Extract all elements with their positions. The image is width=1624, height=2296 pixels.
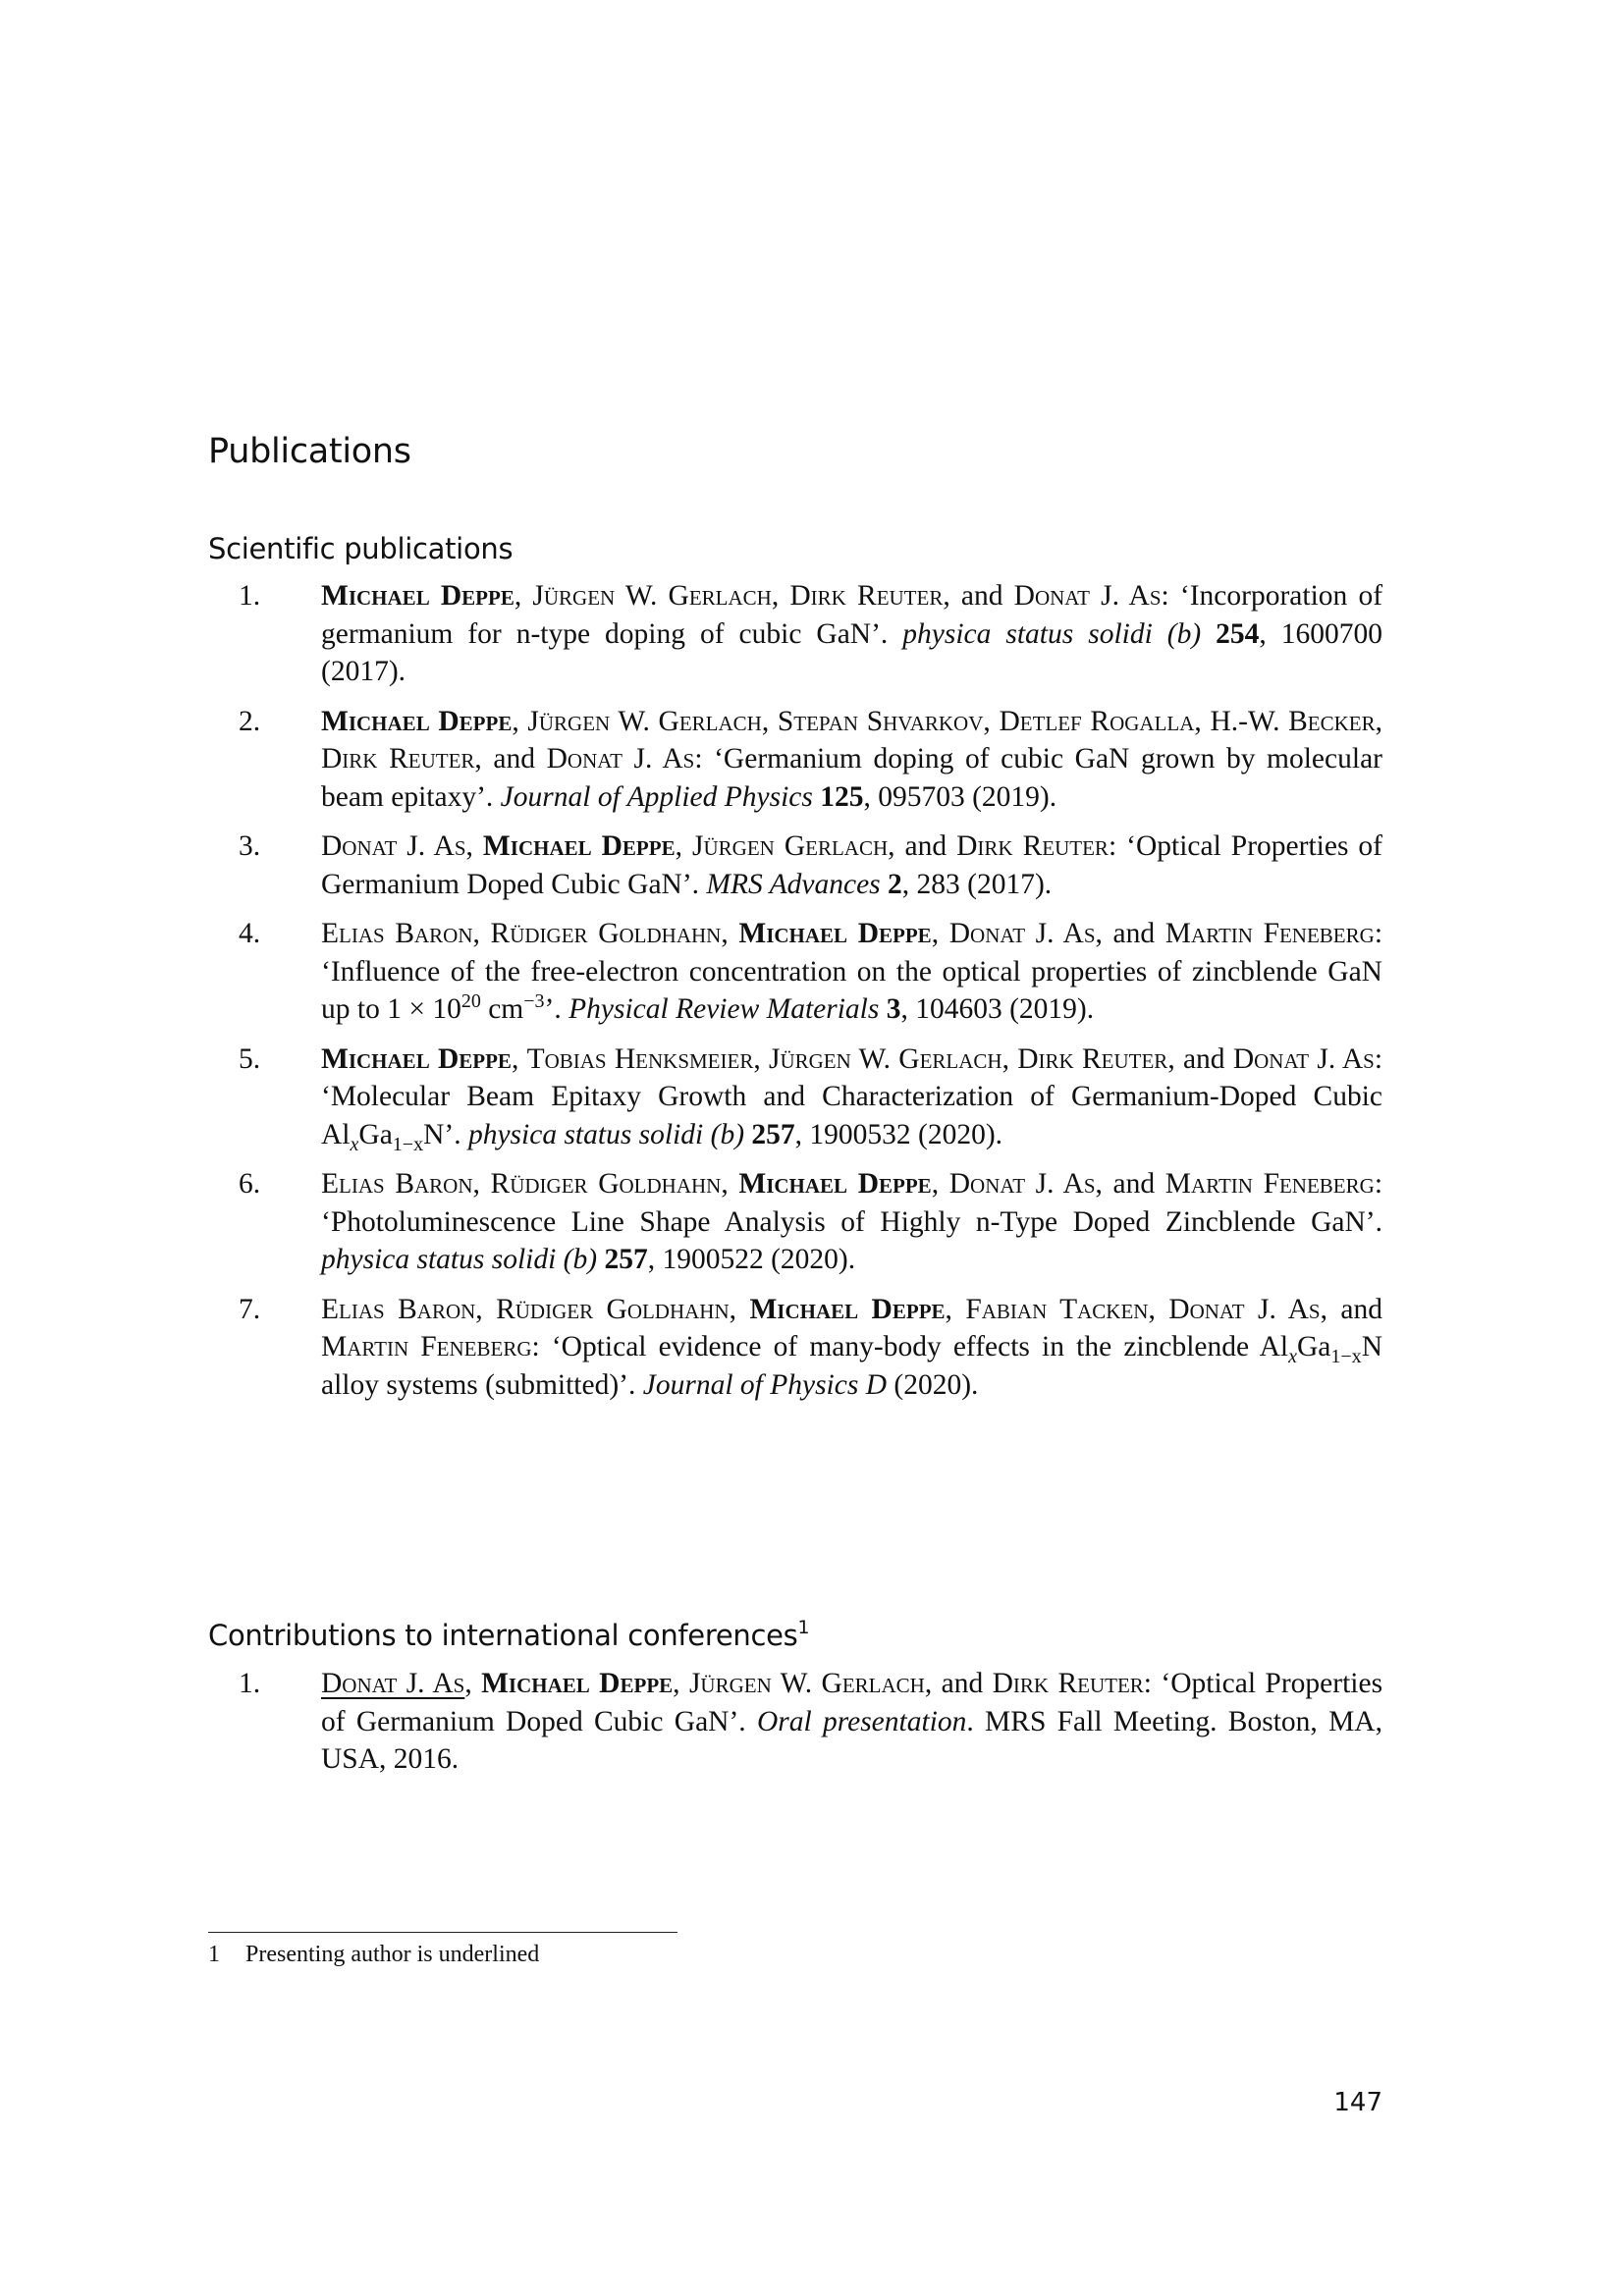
publication-title: Ga [358,1118,393,1150]
author-name: H.-W. Becker [1210,705,1376,737]
author-separator: , [475,1293,497,1325]
item-number: 2. [239,705,261,737]
item-number: 7. [239,1293,261,1325]
author-separator: , [983,705,1000,737]
author-separator: , and [943,580,1014,612]
author-name: Detlef Rogalla [999,705,1195,737]
author-name: Rüdiger Goldhahn [490,918,722,949]
chapter-title: Publications [208,432,411,471]
author-separator: , [465,830,483,862]
journal-name: Journal of Physics D [642,1368,888,1401]
publication-title: N alloy systems (submitted)’. [321,1331,1382,1401]
subscript: 1−x [1330,1345,1362,1367]
author-separator: , [931,1168,949,1200]
author-name: Martin Feneberg [1164,918,1375,949]
author-separator: , [1001,1042,1018,1075]
publication-title: N’. [423,1118,468,1150]
contribution-title: : ‘Optical Properties of Germanium Doped Cubic GaN’. [321,1668,1383,1737]
author-separator: , and [1320,1293,1383,1325]
superscript: −3 [523,990,545,1013]
author-name: Donat J. As [546,743,695,774]
author-separator: , [945,1293,966,1325]
author-name: Donat J. As [948,918,1096,949]
conference-item [208,1665,1382,1779]
author-name: Dirk Reuter [992,1668,1144,1699]
journal-volume: 3 [886,993,901,1025]
author-name: Martin Feneberg [321,1331,532,1362]
journal-name: physica status solidi (b) [321,1244,598,1275]
conference-venue: . MRS Fall Meeting. Boston, MA, USA, 2016. [321,1705,1382,1775]
journal-name: physica status solidi (b) [467,1118,745,1150]
section-title-scientific-publications: Scientific publications [208,532,514,565]
section-title-text: Contributions to international conferences [208,1619,798,1652]
pages-year: , 104603 (2019). [900,993,1095,1025]
author-separator: , [472,918,491,949]
author-name: Rüdiger Goldhahn [496,1293,730,1325]
author-separator: , [464,1668,482,1699]
journal-name: MRS Advances [706,868,881,900]
author-separator: , [1148,1293,1169,1325]
author-separator: , and [1167,1042,1233,1075]
publication-title: : ‘Photoluminescence Line Shape Analysis of Highly n-Type Doped Zincblende GaN’. [321,1168,1383,1238]
author-name: Elias Baron [321,1168,473,1200]
presentation-type: Oral presentation [756,1705,967,1737]
journal-name: physica status solidi (b) [902,617,1202,650]
author-separator: , [1194,705,1211,737]
author-name: Jürgen Gerlach [692,830,889,862]
footnote-text: Presenting author is underlined [245,1942,540,1967]
author-separator: , [1375,705,1383,737]
author-name: Donat J. As [1168,1293,1321,1325]
item-number: 1. [239,580,261,612]
publication-item [208,1041,1382,1154]
publication-title: : ‘Germanium doping of cubic GaN grown by molecular beam epitaxy’. [321,743,1382,813]
item-number: 4. [239,918,261,949]
publication-title: : ‘Optical evidence of many-body effects in the zincblende Al [531,1331,1289,1362]
publication-item [208,1291,1382,1405]
publication-title: : ‘Optical Properties of Germanium Doped Cubic GaN’. [321,830,1383,900]
author-separator: , [753,1042,769,1075]
author-name: Donat J. As [1013,580,1162,612]
footnote [208,1940,539,1969]
author-separator: , [511,1042,527,1075]
author-name: Donat J. As [948,1168,1096,1200]
pages-year: (2020). [887,1368,979,1401]
author-name-own: Michael Deppe [738,1168,932,1200]
pages-year: , 1600700 (2017). [321,617,1382,687]
author-separator: , [472,1168,491,1200]
author-name: Tobias Henksmeier [526,1042,754,1075]
journal-volume: 257 [604,1244,648,1275]
item-number: 3. [239,830,261,862]
author-name: Fabian Tacken [965,1293,1149,1325]
pages-year: , 283 (2017). [901,868,1053,900]
publication-item [208,1165,1382,1279]
author-name: Donat J. As [321,830,466,862]
footnote-rule [208,1932,677,1933]
scientific-publications-list [208,577,1382,1415]
author-name-own: Michael Deppe [321,1042,512,1075]
author-name: Stepan Shvarkov [777,705,984,737]
publication-title: cm [480,993,524,1025]
author-separator: , [675,830,692,862]
author-name: Rüdiger Goldhahn [490,1168,722,1200]
author-separator: , [761,705,778,737]
journal-name: Journal of Applied Physics [500,780,813,813]
subscript: x [350,1133,359,1155]
author-separator: , [721,1168,739,1200]
author-name-own: Michael Deppe [321,705,513,737]
footnote-mark: 1 [208,1942,220,1967]
superscript: 20 [460,990,481,1013]
author-name: Martin Feneberg [1164,1168,1375,1200]
author-name: Dirk Reuter [321,743,475,774]
author-separator: , and [888,830,957,862]
author-name-own: Michael Deppe [481,1668,674,1699]
author-separator: , and [474,743,547,774]
footnote-reference: 1 [797,1617,810,1638]
publication-item [208,703,1382,817]
author-name: Jürgen W. Gerlach [532,580,772,612]
page-number: 147 [1333,2088,1382,2117]
author-name: Jürgen W. Gerlach [527,705,762,737]
publication-item [208,577,1382,691]
publication-item [208,915,1382,1029]
author-separator: , [721,918,739,949]
author-separator: , and [924,1668,993,1699]
author-separator: , [729,1293,750,1325]
publication-item [208,828,1382,903]
publication-title: : ‘Incorporation of germanium for n-type doping of cubic GaN’. [321,580,1383,650]
author-name-own: Michael Deppe [738,918,932,949]
author-separator: , [771,580,790,612]
pages-year: , 1900532 (2020). [794,1118,1003,1150]
publication-title: Ga [1297,1331,1331,1362]
subscript: x [1288,1345,1297,1367]
publication-title: : ‘Molecular Beam Epitaxy Growth and Characterization of Germanium-Doped Cubic Al [321,1042,1383,1150]
journal-volume: 257 [751,1118,795,1150]
author-name-own: Michael Deppe [482,830,676,862]
pages-year: , 095703 (2019). [863,780,1057,813]
journal-name: Physical Review Materials [568,993,880,1025]
author-name-own: Michael Deppe [321,580,514,612]
author-separator: , and [1095,1168,1165,1200]
publication-title: : ‘Influence of the free-electron concentration on the optical properties of zincblende GaN up to 1 × 10 [321,918,1383,1025]
item-number: 1. [239,1668,261,1699]
author-name: Elias Baron [321,918,473,949]
author-name: Elias Baron [321,1293,476,1325]
author-separator: , [512,705,528,737]
author-separator: , [931,918,949,949]
author-name: Jürgen W. Gerlach [688,1668,925,1699]
journal-volume: 125 [820,780,864,813]
author-separator: , and [1095,918,1165,949]
author-name: Dirk Reuter [789,580,944,612]
conference-contributions-list [208,1665,1382,1790]
journal-volume: 2 [888,868,902,900]
subscript: 1−x [392,1133,424,1155]
item-number: 6. [239,1168,261,1200]
author-name: Dirk Reuter [1017,1042,1168,1075]
author-name: Donat J. As [1232,1042,1375,1075]
publication-title: ’. [544,993,569,1025]
author-separator: , [673,1668,689,1699]
author-name-own: Michael Deppe [749,1293,946,1325]
author-name: Dirk Reuter [956,830,1109,862]
item-number: 5. [239,1042,261,1075]
author-name: Jürgen W. Gerlach [768,1042,1002,1075]
author-separator: , [514,580,533,612]
pages-year: , 1900522 (2020). [647,1244,856,1275]
section-title-conferences [208,1619,809,1652]
author-name-presenter: Donat J. As [321,1668,465,1699]
journal-volume: 254 [1216,617,1260,650]
